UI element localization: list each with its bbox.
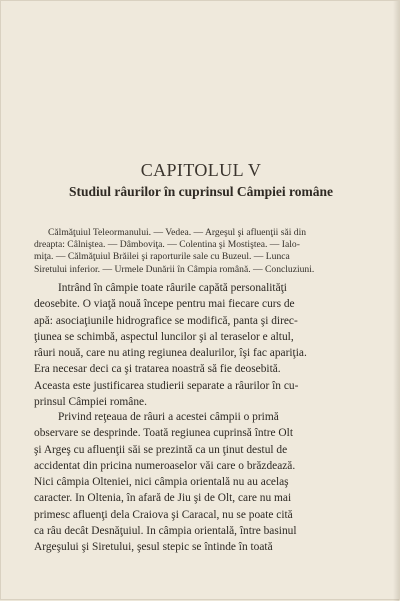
paragraph-line: deosebite. O viaţă nouă începe pentru mai fiecare curs de [34, 298, 295, 311]
paragraph-line: caracter. In Oltenia, în afară de Jiu şi de Olt, care nu mai [34, 492, 292, 505]
paragraph-line: ţiunea se schimbă, aspectul luncilor şi al teraselor e altul, [34, 330, 294, 343]
summary-line: Călmăţuiul Teleormanului. — Vedea. — Argeşul şi afluenţii săi din [48, 227, 307, 238]
summary-line: miţa. — Călmăţuiul Brăilei şi raporturile sale cu Buzeul. — Lunca [34, 251, 290, 263]
paragraph-line: accidentat din pricina numeroaselor văi care o brăzdează. [34, 459, 296, 472]
chapter-summary [34, 227, 372, 276]
summary-line: Siretului inferior. — Urmele Dunării în Câmpia română. — Concluziuni. [34, 263, 315, 275]
page-edge-shadow [393, 1, 399, 601]
paragraph-line: râuri nouă, care nu ating regiunea dealurilor, îşi fac apariţia. [34, 347, 307, 360]
paragraph-line: observare se desprinde. Toată regiunea cuprinsă între Olt [34, 427, 293, 440]
paragraph-line: şi Argeş cu afluenţii săi se prezintă ca un ţinut destul de [34, 443, 288, 456]
paragraph-line: Privind reţeaua de râuri a acestei câmpii o primă [58, 411, 279, 423]
paragraph-line: Intrând în câmpie toate râurile capătă personalităţi [58, 282, 287, 294]
chapter-subtitle: Studiul râurilor în cuprinsul Câmpiei române [69, 184, 333, 199]
paragraph-line: apă: asociaţiunile hidrografice se modifică, panta şi direc- [34, 314, 298, 327]
body-paragraph-2 [34, 409, 372, 556]
paragraph-line: prinsul Câmpiei române. [34, 396, 147, 409]
paragraph-line: Aceasta este justificarea studierii separate a râurilor în cu- [34, 379, 299, 392]
paragraph-line: Nici câmpia Olteniei, nici câmpia orientală nu au acelaş [34, 476, 289, 489]
paragraph-line: Argeşului şi Siretului, şesul stepic se întinde în toată [34, 541, 273, 554]
paragraph-line: Era necesar deci ca şi tratarea noastră să fie deosebită. [34, 363, 281, 376]
paragraph-line: ca râu decât Desnăţuiul. In câmpia orientală, între basinul [34, 525, 297, 538]
summary-line: dreapta: Câlniştea. — Dâmboviţa. — Colentina şi Mostiştea. — Ialo- [34, 239, 300, 251]
paragraph-line: primesc afluenţi dela Craiova şi Caracal, nu se poate cită [34, 508, 293, 521]
chapter-title: CAPITOLUL V [140, 160, 262, 180]
body-paragraph-1 [34, 280, 372, 410]
